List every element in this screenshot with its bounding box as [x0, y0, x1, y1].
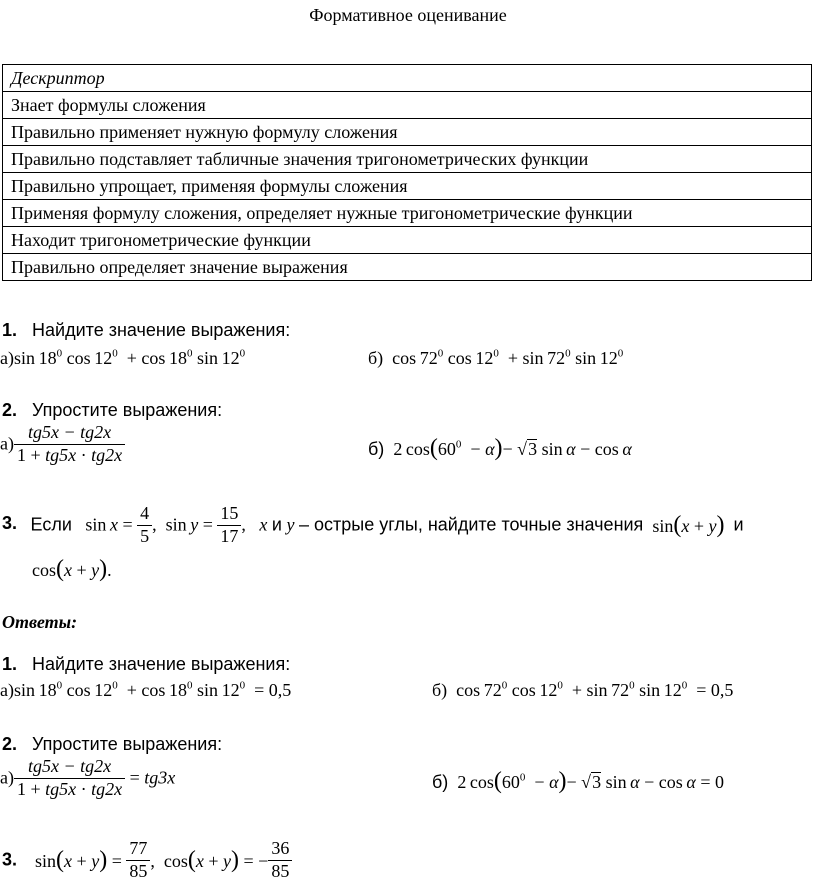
fraction: $\frac{tg5x - tg2x}{1 + tg5x \cdot tg2x}$	[14, 756, 125, 800]
task-2-heading	[2, 400, 222, 421]
task-text: Найдите значение выражения:	[32, 654, 291, 674]
item-label: а)	[0, 348, 14, 368]
descriptor-cell: Правильно подставляет табличные значения тригонометрических функции	[3, 146, 812, 173]
answer-value: tg3x	[144, 767, 176, 788]
fraction: $\frac{tg5x - tg2x}{1 + tg5x \cdot tg2x}$	[14, 422, 125, 466]
task-number: 2.	[2, 400, 18, 420]
task-3-text: 3. Если sin x = $\frac{4}{5}$ , sin y = $\frac{15}{17}$ , x и y – острые углы, найдите точные значения sin(x + y) и	[2, 503, 744, 546]
descriptor-row	[3, 146, 812, 173]
item-label: б)	[432, 772, 449, 792]
task-3-cos-expression: cos(x + y).	[32, 556, 112, 582]
answer-1-heading	[2, 654, 290, 675]
descriptor-cell: Находит тригонометрические функции	[3, 227, 812, 254]
descriptor-row	[3, 227, 812, 254]
descriptor-row	[3, 200, 812, 227]
descriptor-cell: Правильно упрощает, применяя формулы сложения	[3, 173, 812, 200]
task-2a-expression	[0, 422, 125, 466]
task-text: Если	[30, 514, 72, 535]
descriptor-row	[3, 173, 812, 200]
task-1a-expression: а)sin $18^0$ $\cos 12^0 + \cos 18^0$ $\sin 12^0$	[0, 347, 246, 368]
task-text: Упростите выражения:	[32, 400, 223, 420]
task-text: Упростите выражения:	[32, 734, 223, 754]
item-label: б)	[432, 680, 448, 700]
answer-2-heading	[2, 734, 222, 755]
answer-value: 0,5	[268, 680, 292, 700]
descriptor-row	[3, 119, 812, 146]
answers-title: Ответы:	[2, 612, 78, 632]
descriptor-row	[3, 92, 812, 119]
task-number: 1.	[2, 654, 18, 674]
descriptor-cell: Знает формулы сложения	[3, 92, 812, 119]
task-2b-expression: б) 2 $\cos(60^0 - \alpha)- √3$ sin α − cos α	[368, 435, 632, 461]
task-1b-expression: б) $\cos 72^0$ $\cos 12^0 + \sin 72^0$ $\sin 12^0$	[368, 347, 624, 368]
answer-2a-expression: а) $\frac{tg5x - tg2x}{1 + tg5x \cdot tg2x}$ = tg3x	[0, 756, 176, 799]
descriptor-cell: Правильно определяет значение выражения	[3, 254, 812, 281]
page-title: Формативное оценивание	[309, 5, 507, 25]
answer-2b-expression: б) 2 $\cos(60^0 - \alpha)- √3$ sin α − cos α = 0	[432, 768, 724, 794]
descriptor-table	[2, 64, 812, 281]
descriptor-header-row	[3, 65, 812, 92]
task-number: 2.	[2, 734, 18, 754]
item-label: а)	[0, 433, 14, 454]
descriptor-row	[3, 254, 812, 281]
answer-1b-expression: б) $\cos 72^0$ $\cos 12^0 + \sin 72^0$ $\sin 12^0 = 0,5$	[432, 679, 734, 700]
answer-3-expression: 3. sin(x + y) = $\frac{77}{85}$ , cos(x + y) = − $\frac{36}{85}$	[2, 838, 292, 882]
fraction: $\frac{15}{17}$	[217, 503, 241, 547]
task-number: 3.	[2, 849, 18, 870]
answer-value: 0,5	[710, 680, 734, 700]
fraction: $\frac{4}{5}$	[137, 503, 152, 547]
item-label: а)	[0, 680, 14, 700]
task-1-heading	[2, 320, 290, 341]
task-number: 3.	[2, 513, 18, 534]
item-label: б)	[368, 439, 385, 459]
answer-1a-expression: а)sin $18^0$ $\cos 12^0 + \cos 18^0$ $\sin 12^0 = 0,5$	[0, 679, 292, 700]
task-number: 1.	[2, 320, 18, 340]
descriptor-cell: Правильно применяет нужную формулу сложения	[3, 119, 812, 146]
fraction: $\frac{36}{85}$	[268, 838, 292, 882]
descriptor-cell: Применяя формулу сложения, определяет нужные тригонометрические функции	[3, 200, 812, 227]
fraction: $\frac{77}{85}$	[126, 838, 150, 882]
descriptor-header: Дескриптор	[3, 65, 812, 92]
answer-value: 0	[714, 772, 724, 792]
task-text: Найдите значение выражения:	[32, 320, 291, 340]
item-label: б)	[368, 348, 384, 368]
item-label: а)	[0, 767, 14, 788]
